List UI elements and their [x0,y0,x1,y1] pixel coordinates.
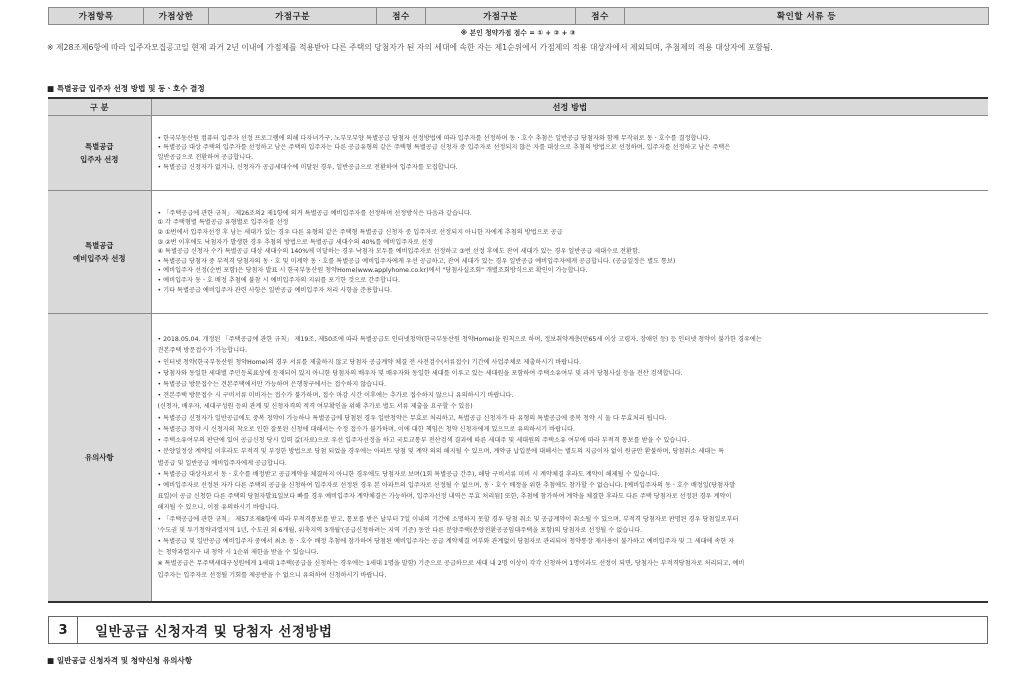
content-line: • 한국부동산원 컴퓨터 입주자 선정 프로그램에 의해 다자녀가구, 노부모부양 특별공급 당첨자 선정방법에 따라 입주자를 선정하며 동ㆍ호수 추첨은 일반공급 당첨자와 함께 무작위로 동ㆍ호수를 결정합니다. [157,134,711,142]
content-line: • 「주택공급에 관한 규칙」 제57조제8항에 따라 부적격통보를 받고, 통보를 받은 날부터 7일 이내의 기간에 소명하지 못할 경우 당첨 취소 및 공급계약이 취소될 수 있으며, 부적격 당첨자로 판명된 경우 당첨일로부터 [157,515,739,523]
content-line: • 특별공급 방문접수는 견본주택에서만 가능하며 은행창구에서는 접수하지 않습니다. [157,381,387,389]
header-documents: 확인할 서류 등 [625,8,989,25]
table-row [48,191,988,314]
section-number: 3 [49,617,78,643]
score-footnote: ※ 제28조제6항에 따라 입주자모집공고일 현재 과거 2년 이내에 가점제를 적용받아 다른 주택의 당첨자가 된 자의 세대에 속한 자는 제1순위에서 가점제의 적용 대상자에서 제외되며, 추첨제의 적용 대상자에 포함됨. [47,43,773,52]
row-label-waitlist: 특별공급 예비입주자 선정 [48,191,151,314]
content-line: 견본주택 방문접수가 가능합니다. [157,347,248,355]
content-line: • 당첨자와 동일한 세대별 주민등록표상에 등재되어 있지 아니한 당첨자의 배우자 및 배우자와 동일한 세대를 이루고 있는 세대원을 포함하여 주택소유여부 및 과거 당첨사실 등을 전산 검색합니다. [157,369,683,377]
header-score-category: 가점구분 [209,8,377,25]
content-line: 별공급 및 일반공급 예비입주자에게 공급합니다. [157,459,287,467]
section-heading-special-supply: ■ 특별공급 입주자 선정 방법 및 동ㆍ호수 결정 [47,84,205,93]
section-3-banner [48,616,988,644]
content-line: • 특별공급 신청자가 없거나, 신청자가 공급세대수에 미달된 경우, 일반공급으로 전환하여 입주자를 모집합니다. [157,163,458,171]
content-line: • 「주택공급에 관한 규칙」 제26조의2 제1항에 의거 특별공급 예비입주자를 선정하며 선정방식은 다음과 같습니다. [157,209,472,217]
content-line: • 특별공급 신청자가 일반공급에도 중복 청약이 가능하나 특별공급에 당첨된 경우 일반청약은 무효로 처리하고, 특별공급 신청자가 타 유형의 특별공급에 중복 청약 시 둘 다 무효처리 됩니다. [157,414,667,422]
content-line: 표일)이 공급 신청한 다른 주택의 당첨자발표일보다 빠를 경우 예비입주자 계약체결은 가능하며, 입주자선정 내역은 무효 처리됨] 또한, 추첨에 참가하여 계약을 체결한 후라도 다른 주택 당첨자로 선정된 경우 계약이 [157,493,732,501]
row-label-notes: 유의사항 [48,314,151,603]
content-line: 입주자는 입주자로 선정될 기회를 제공받을 수 없으니 유의하여 신청하시기 바랍니다. [157,571,387,579]
table-row [48,314,988,603]
content-line: • 분양일정상 계약일 이후라도 부적격 및 부정한 방법으로 당첨 되었을 경우에는 아파트 당첨 및 계약 의의 해지될 수 있으며, 계약금 납입분에 대해서는 별도의 지급이자 없이 원금만 환불하며, 당첨취소 세대는 특 [157,448,725,456]
table-header-method: 선정 방법 [151,98,988,116]
content-line: • 기타 특별공급 예비입주자 관련 사항은 일반공급 예비입주자 처리 사항을 준용합니다. [157,286,392,294]
header-score-points: 점수 [377,8,426,25]
row-content-notes [151,314,988,603]
header-score-category-2: 가점구분 [426,8,576,25]
content-line: • 특별공급 대상자로서 동ㆍ호수를 배정받고 공급계약을 체결하지 아니한 경우에도 당첨자로 보며(1회 특별공급 간주), 해당 구비서류 미비 시 계약체결 후라도 계약이 해제될 수 있습니다. [157,470,660,478]
content-line: • 예비입주자로 선정된 자가 다른 주택의 공급을 신청하여 입주자로 선정된 경우 본 아파트의 입주자로 선정될 수 없으며, 동ㆍ호수 배정을 위한 추첨에도 참가할 수 없습니다. [예비입주자의 동ㆍ호수 배정일(당첨자발 [157,481,736,489]
content-line: • 특별공급 및 일반공급 예비입주자 중에서 최초 동ㆍ호수 배정 추첨에 참가하여 당첨된 예비입주자는 공급 계약체결 여부와 관계없이 당첨자로 관리되어 청약통장 재사용이 불가하고 예비입주자 및 그 세대에 속한 자 [157,537,735,545]
content-line: ② ①번에서 입주자선정 후 남는 세대가 있는 경우 다른 유형의 같은 주택형 특별공급 신청자 중 입주자로 선정되지 아니한 자에게 추첨의 방법으로 공급 [157,229,563,237]
content-line: ※ 특별공급은 무주택세대구성원에게 1세대 1주택(공급을 신청하는 경우에는 1세대 1명을 말함) 기준으로 공급하므로 세대 내 2명 이상이 각각 신청하여 1명이라도 선정이 되면, 당첨자는 부적격당첨자로 처리되고, 예비 [157,560,745,568]
section-title: 일반공급 신청자격 및 당첨자 선정방법 [95,624,333,640]
row-label-selection: 특별공급 입주자 선정 [48,116,151,191]
content-line: ① 각 주택형별 특별공급 유형별로 입주자를 선정 [157,219,289,227]
content-line: • 특별공급 당첨자 중 부적격 당첨자의 동ㆍ호 및 미계약 동ㆍ호를 특별공급 예비입주자에게 우선 공급하고, 잔여 세대가 있는 경우 일반공급 예비입주자에게 공급합니다. (공급일정은 별도 통보) [157,257,676,265]
score-header-table [48,7,989,25]
content-line: • 주택소유여부의 판단에 있어 공급신청 당시 입력 값(자료)으로 우선 입주자선정을 하고 국토교통부 전산검색 결과에 따른 세대주 및 세대원의 주택소유 여부에 따라 부적격 통보를 받을 수 있습니다. [157,437,690,445]
header-score-item: 가점항목 [49,8,144,25]
table-row [48,116,988,191]
content-line: ④ 특별공급 신청자 수가 특별공급 대상 세대수의 140%에 미달하는 경우 낙첨자 모두를 예비입주자로 선정하고 ③번 선정 후에도 잔여 세대가 있는 경우 일반공급 세대수로 전환함. [157,248,640,256]
content-line: (신청자, 배우자, 세대구성원 등의 관계 및 신청자격의 적격 여부확인을 위해 추가로 별도 서류 제출을 요구할 수 있음) [157,403,473,411]
content-line: 는 청약과열지구 내 청약 시 1순위 제한을 받을 수 있습니다. [157,549,319,557]
row-content-waitlist [151,191,988,314]
content-line: ③ ②번 이후에도 낙첨자가 발생한 경우 추첨의 방법으로 특별공급 세대수의 40%를 예비입주자로 선정 [157,238,434,246]
content-line: • 예비입주자 동ㆍ호 배정 추첨에 불참 시 예비입주자의 지위를 포기한 것으로 간주합니다. [157,276,400,284]
header-score-points-2: 점수 [576,8,625,25]
content-line: • 인터넷 청약(한국부동산원 청약Home)의 경우 서류를 제출하지 않고 당첨자 공급계약 체결 전 사전검수(서류접수) 기간에 사업주체로 제출하시기 바랍니다. [157,358,582,366]
row-content-selection [151,116,988,191]
sub-heading-general-supply: ■ 일반공급 신청자격 및 청약신청 유의사항 [47,656,193,665]
content-line: • 2018.05.04. 개정된 「주택공급에 관한 규칙」 제19조, 제50조에 따라 특별공급도 인터넷청약(한국부동산원 청약Home)을 원칙으로 하며, 정보취약계층(만65세 이상 고령자, 장애인 등) 등 인터넷 청약이 불가한 경우에는 [157,336,762,344]
content-line: • 특별공급 청약 시 신청자의 착오로 인한 잘못된 신청에 대해서는 수정 접수가 불가하며, 이에 대한 책임은 청약 신청자에게 있으므로 유의하시기 바랍니다. [157,425,575,433]
content-line: • 특별공급 대상 주택의 입주자를 선정하고 남은 주택의 입주자는 다른 공급유형의 같은 주택형 특별공급 신청자 중 입주자로 선정되지 않은 자를 대상으로 추첨의 방법으로 선정하며, 입주자를 선정하고 남은 주택은 [157,144,731,152]
table-header-category: 구 분 [48,98,151,116]
content-line: 일반공급으로 전환하여 공급합니다. [157,154,254,161]
content-line: • 견본주택 방문접수 시 구비서류 미비자는 접수가 불가하며, 접수 마감 시간 이후에는 추가로 접수하지 않으니 유의하시기 바랍니다. [157,392,514,400]
header-score-limit: 가점상한 [144,8,209,25]
content-line: 해지될 수 있으니, 이점 유의하시기 바랍니다. [157,504,279,512]
content-line: • 예비입주자 선정(순번 포함)은 당첨자 발표 시 한국부동산원 청약Home(www.applyhome.co.kr)에서 "당첨사실조회" 개별조회방식으로 확인이 가능합니다. [157,267,588,275]
special-supply-table [48,97,988,603]
content-line: '수도권 및 투기청약과열지역 1년, 수도권 외 6개월, 위축지역 3개월'(공급신청하려는 지역 기준) 동안 다른 분양주택(분양전환공공임대주택을 포함)의 당첨자로 선정될 수 없습니다. [157,526,643,534]
score-formula: ※ 본인 청약가점 점수 = ① + ② + ③ [460,29,576,37]
